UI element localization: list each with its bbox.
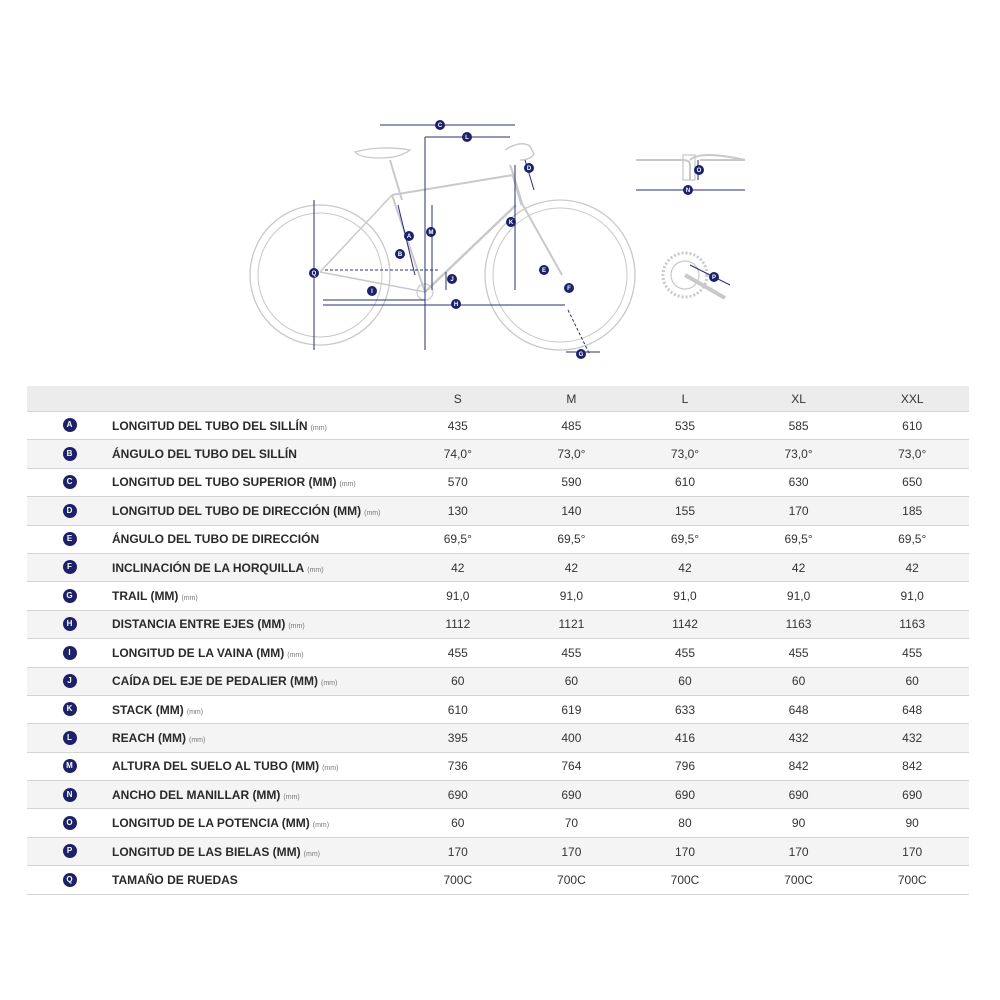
- measurement-label: STACK (MM): [112, 702, 184, 717]
- row-badge-cell: [27, 837, 112, 865]
- measurement-unit: (mm): [186, 708, 204, 716]
- value-cell: 842: [855, 752, 969, 780]
- size-header-m: M: [515, 386, 629, 412]
- measurement-unit: (mm): [321, 680, 338, 688]
- row-badge-cell: [27, 412, 112, 440]
- value-cell: 690: [628, 781, 742, 809]
- header-label-cell: [112, 386, 401, 412]
- row-label-cell: [112, 553, 401, 581]
- table-row: [27, 837, 969, 865]
- value-cell: 690: [742, 781, 856, 809]
- value-cell: 400: [515, 724, 629, 752]
- value-cell: 1112: [401, 610, 515, 638]
- measurement-code-badge: E: [63, 532, 77, 546]
- front-wheel-rim: [493, 208, 627, 342]
- row-badge-cell: [27, 582, 112, 610]
- row-label-cell: [112, 781, 401, 809]
- diagram-badge-L: [462, 132, 472, 142]
- diagram-badge-Q: [309, 268, 319, 278]
- value-cell: 455: [855, 639, 969, 667]
- table-row: [27, 525, 969, 553]
- value-cell: 42: [742, 553, 856, 581]
- row-badge-cell: [27, 525, 112, 553]
- row-badge-cell: [27, 724, 112, 752]
- diagram-badge-E: [539, 265, 549, 275]
- value-cell: 700C: [515, 866, 629, 894]
- diagram-badge-A: [404, 231, 414, 241]
- value-cell: 170: [855, 837, 969, 865]
- row-label-cell: [112, 582, 401, 610]
- diagram-badge-K: [506, 217, 516, 227]
- value-cell: 570: [401, 468, 515, 496]
- measurement-unit: (mm): [339, 481, 356, 489]
- value-cell: 69,5°: [515, 525, 629, 553]
- value-cell: 60: [515, 667, 629, 695]
- measurement-code-badge: N: [63, 788, 77, 802]
- measurement-label: LONGITUD DE LAS BIELAS (MM): [112, 844, 301, 859]
- diagram-badge-G: [576, 349, 586, 359]
- measurement-label: ÁNGULO DEL TUBO DEL SILLÍN: [112, 447, 297, 462]
- svg-text:P: P: [711, 275, 717, 282]
- measurement-code-badge: P: [63, 844, 77, 858]
- diagram-badge-B: [395, 249, 405, 259]
- size-header-xxl: XXL: [855, 386, 969, 412]
- measurement-code-badge: A: [63, 418, 77, 432]
- value-cell: 690: [855, 781, 969, 809]
- measurement-label: LONGITUD DEL TUBO DE DIRECCIÓN (MM): [112, 503, 362, 518]
- svg-text:E: E: [541, 268, 547, 275]
- measurement-label: DISTANCIA ENTRE EJES (MM): [112, 617, 286, 632]
- value-cell: 69,5°: [742, 525, 856, 553]
- svg-text:C: C: [437, 123, 443, 130]
- diagram-badge-J: [447, 274, 457, 284]
- value-cell: 1163: [855, 610, 969, 638]
- table-row: [27, 809, 969, 837]
- measurement-unit: (mm): [287, 651, 304, 659]
- value-cell: 455: [515, 639, 629, 667]
- value-cell: 690: [515, 781, 629, 809]
- value-cell: 69,5°: [401, 525, 515, 553]
- value-cell: 60: [401, 809, 515, 837]
- measurement-unit: (mm): [288, 623, 305, 631]
- geometry-table: [27, 386, 969, 895]
- size-header-xl: XL: [742, 386, 856, 412]
- table-row: [27, 582, 969, 610]
- svg-text:A: A: [406, 234, 412, 241]
- value-cell: 630: [742, 468, 856, 496]
- table-row: [27, 667, 969, 695]
- value-cell: 395: [401, 724, 515, 752]
- row-label-cell: [112, 412, 401, 440]
- row-badge-cell: [27, 468, 112, 496]
- value-cell: 650: [855, 468, 969, 496]
- value-cell: 610: [401, 695, 515, 723]
- value-cell: 170: [742, 837, 856, 865]
- value-cell: 610: [628, 468, 742, 496]
- value-cell: 73,0°: [515, 440, 629, 468]
- row-label-cell: [112, 752, 401, 780]
- size-header-l: L: [628, 386, 742, 412]
- table-row: [27, 781, 969, 809]
- measurement-code-badge: I: [63, 646, 77, 660]
- table-row: [27, 440, 969, 468]
- measurement-code-badge: Q: [63, 873, 77, 887]
- measurement-unit: (mm): [307, 566, 324, 574]
- value-cell: 633: [628, 695, 742, 723]
- table-row: [27, 866, 969, 894]
- diagram-badge-P: [709, 272, 719, 282]
- value-cell: 80: [628, 809, 742, 837]
- rear-wheel: [250, 205, 390, 345]
- measurement-label: ÁNGULO DEL TUBO DE DIRECCIÓN: [112, 532, 320, 547]
- size-header-s: S: [401, 386, 515, 412]
- row-badge-cell: [27, 639, 112, 667]
- measurement-code-badge: F: [63, 560, 77, 574]
- measurement-unit: (mm): [303, 850, 320, 858]
- rear-wheel-rim: [258, 213, 382, 337]
- measurement-label: REACH (MM): [112, 730, 186, 745]
- row-label-cell: [112, 695, 401, 723]
- value-cell: 42: [855, 553, 969, 581]
- measurement-unit: (mm): [189, 736, 206, 744]
- measurement-unit: (mm): [181, 595, 198, 603]
- geometry-table-header: [27, 386, 969, 412]
- value-cell: 70: [515, 809, 629, 837]
- dimension-lines: [311, 125, 600, 355]
- measurement-unit: (mm): [283, 793, 300, 801]
- value-cell: 140: [515, 497, 629, 525]
- svg-text:L: L: [465, 135, 469, 142]
- value-cell: 700C: [742, 866, 856, 894]
- value-cell: 1163: [742, 610, 856, 638]
- table-row: [27, 724, 969, 752]
- diagram-badge-D: [524, 163, 534, 173]
- svg-text:M: M: [428, 230, 434, 237]
- value-cell: 170: [515, 837, 629, 865]
- value-cell: 700C: [855, 866, 969, 894]
- value-cell: 619: [515, 695, 629, 723]
- value-cell: 170: [742, 497, 856, 525]
- row-badge-cell: [27, 440, 112, 468]
- measurement-label: TAMAÑO DE RUEDAS: [112, 872, 238, 887]
- diagram-badge-H: [451, 299, 461, 309]
- value-cell: 73,0°: [742, 440, 856, 468]
- measurement-code-badge: D: [63, 504, 77, 518]
- bike-geometry-diagram: [0, 0, 1000, 380]
- value-cell: 485: [515, 412, 629, 440]
- value-cell: 535: [628, 412, 742, 440]
- value-cell: 42: [515, 553, 629, 581]
- row-badge-cell: [27, 781, 112, 809]
- svg-text:I: I: [371, 289, 373, 296]
- row-badge-cell: [27, 497, 112, 525]
- diagram-badge-N: [683, 185, 693, 195]
- value-cell: 1121: [515, 610, 629, 638]
- row-label-cell: [112, 724, 401, 752]
- measurement-label: ANCHO DEL MANILLAR (MM): [112, 787, 281, 802]
- measurement-label: TRAIL (MM): [112, 589, 179, 604]
- measurement-unit: (mm): [322, 765, 339, 773]
- measurement-label: ALTURA DEL SUELO AL TUBO (MM): [112, 759, 320, 774]
- measurement-unit: (mm): [310, 424, 327, 432]
- row-label-cell: [112, 525, 401, 553]
- value-cell: 736: [401, 752, 515, 780]
- value-cell: 585: [742, 412, 856, 440]
- value-cell: 91,0: [855, 582, 969, 610]
- row-label-cell: [112, 809, 401, 837]
- value-cell: 432: [855, 724, 969, 752]
- row-badge-cell: [27, 752, 112, 780]
- row-label-cell: [112, 497, 401, 525]
- value-cell: 1142: [628, 610, 742, 638]
- crankset-detail: [663, 253, 730, 298]
- table-row: [27, 752, 969, 780]
- value-cell: 74,0°: [401, 440, 515, 468]
- measurement-label: LONGITUD DE LA POTENCIA (MM): [112, 816, 310, 831]
- row-badge-cell: [27, 809, 112, 837]
- value-cell: 700C: [628, 866, 742, 894]
- table-row: [27, 639, 969, 667]
- value-cell: 435: [401, 412, 515, 440]
- svg-text:O: O: [696, 168, 702, 175]
- value-cell: 130: [401, 497, 515, 525]
- value-cell: 60: [628, 667, 742, 695]
- table-row: [27, 468, 969, 496]
- diagram-badge-C: [435, 120, 445, 130]
- table-row: [27, 412, 969, 440]
- measurement-code-badge: B: [63, 447, 77, 461]
- table-row: [27, 695, 969, 723]
- measurement-label: LONGITUD DEL TUBO SUPERIOR (MM): [112, 475, 337, 490]
- measurement-code-badge: J: [63, 674, 77, 688]
- value-cell: 796: [628, 752, 742, 780]
- value-cell: 60: [401, 667, 515, 695]
- value-cell: 455: [628, 639, 742, 667]
- svg-text:G: G: [578, 352, 584, 359]
- diagram-badge-F: [564, 283, 574, 293]
- diagram-badge-M: [426, 227, 436, 237]
- measurement-code-badge: C: [63, 475, 77, 489]
- geometry-table-body: [27, 412, 969, 895]
- measurement-label: CAÍDA DEL EJE DE PEDALIER (MM): [112, 674, 319, 689]
- diagram-badge-I: [367, 286, 377, 296]
- value-cell: 91,0: [401, 582, 515, 610]
- value-cell: 700C: [401, 866, 515, 894]
- value-cell: 91,0: [515, 582, 629, 610]
- value-cell: 764: [515, 752, 629, 780]
- value-cell: 42: [401, 553, 515, 581]
- row-badge-cell: [27, 695, 112, 723]
- value-cell: 90: [742, 809, 856, 837]
- value-cell: 842: [742, 752, 856, 780]
- measurement-unit: (mm): [312, 822, 330, 830]
- value-cell: 416: [628, 724, 742, 752]
- table-row: [27, 553, 969, 581]
- value-cell: 455: [742, 639, 856, 667]
- measurement-code-badge: L: [63, 731, 77, 745]
- row-label-cell: [112, 468, 401, 496]
- value-cell: 648: [742, 695, 856, 723]
- value-cell: 690: [401, 781, 515, 809]
- svg-text:D: D: [526, 166, 532, 173]
- row-label-cell: [112, 667, 401, 695]
- value-cell: 91,0: [742, 582, 856, 610]
- value-cell: 185: [855, 497, 969, 525]
- measurement-code-badge: O: [63, 816, 77, 830]
- value-cell: 42: [628, 553, 742, 581]
- diagram-badge-O: [694, 165, 704, 175]
- value-cell: 73,0°: [628, 440, 742, 468]
- svg-text:K: K: [508, 220, 514, 227]
- measurement-label: LONGITUD DEL TUBO DEL SILLÍN: [112, 418, 308, 433]
- value-cell: 170: [628, 837, 742, 865]
- svg-text:F: F: [567, 286, 571, 293]
- measurement-label: INCLINACIÓN DE LA HORQUILLA: [112, 560, 305, 575]
- svg-text:N: N: [685, 188, 691, 195]
- value-cell: 455: [401, 639, 515, 667]
- svg-text:B: B: [397, 252, 403, 259]
- row-badge-cell: [27, 667, 112, 695]
- value-cell: 610: [855, 412, 969, 440]
- handlebar-detail: [636, 155, 745, 190]
- row-label-cell: [112, 610, 401, 638]
- value-cell: 91,0: [628, 582, 742, 610]
- value-cell: 590: [515, 468, 629, 496]
- svg-text:H: H: [453, 302, 459, 309]
- value-cell: 432: [742, 724, 856, 752]
- value-cell: 69,5°: [628, 525, 742, 553]
- value-cell: 90: [855, 809, 969, 837]
- measurement-unit: (mm): [364, 509, 381, 517]
- measurement-code-badge: K: [63, 702, 77, 716]
- row-label-cell: [112, 866, 401, 894]
- row-label-cell: [112, 837, 401, 865]
- row-label-cell: [112, 639, 401, 667]
- svg-text:J: J: [450, 277, 454, 284]
- row-label-cell: [112, 440, 401, 468]
- measurement-code-badge: M: [63, 759, 77, 773]
- value-cell: 170: [401, 837, 515, 865]
- header-badge-cell: [27, 386, 112, 412]
- table-row: [27, 497, 969, 525]
- measurement-code-badge: H: [63, 617, 77, 631]
- value-cell: 155: [628, 497, 742, 525]
- row-badge-cell: [27, 610, 112, 638]
- measurement-label: LONGITUD DE LA VAINA (MM): [112, 645, 285, 660]
- value-cell: 60: [742, 667, 856, 695]
- value-cell: 648: [855, 695, 969, 723]
- row-badge-cell: [27, 866, 112, 894]
- value-cell: 69,5°: [855, 525, 969, 553]
- table-row: [27, 610, 969, 638]
- svg-text:Q: Q: [311, 271, 317, 278]
- value-cell: 73,0°: [855, 440, 969, 468]
- measurement-code-badge: G: [63, 589, 77, 603]
- row-badge-cell: [27, 553, 112, 581]
- value-cell: 60: [855, 667, 969, 695]
